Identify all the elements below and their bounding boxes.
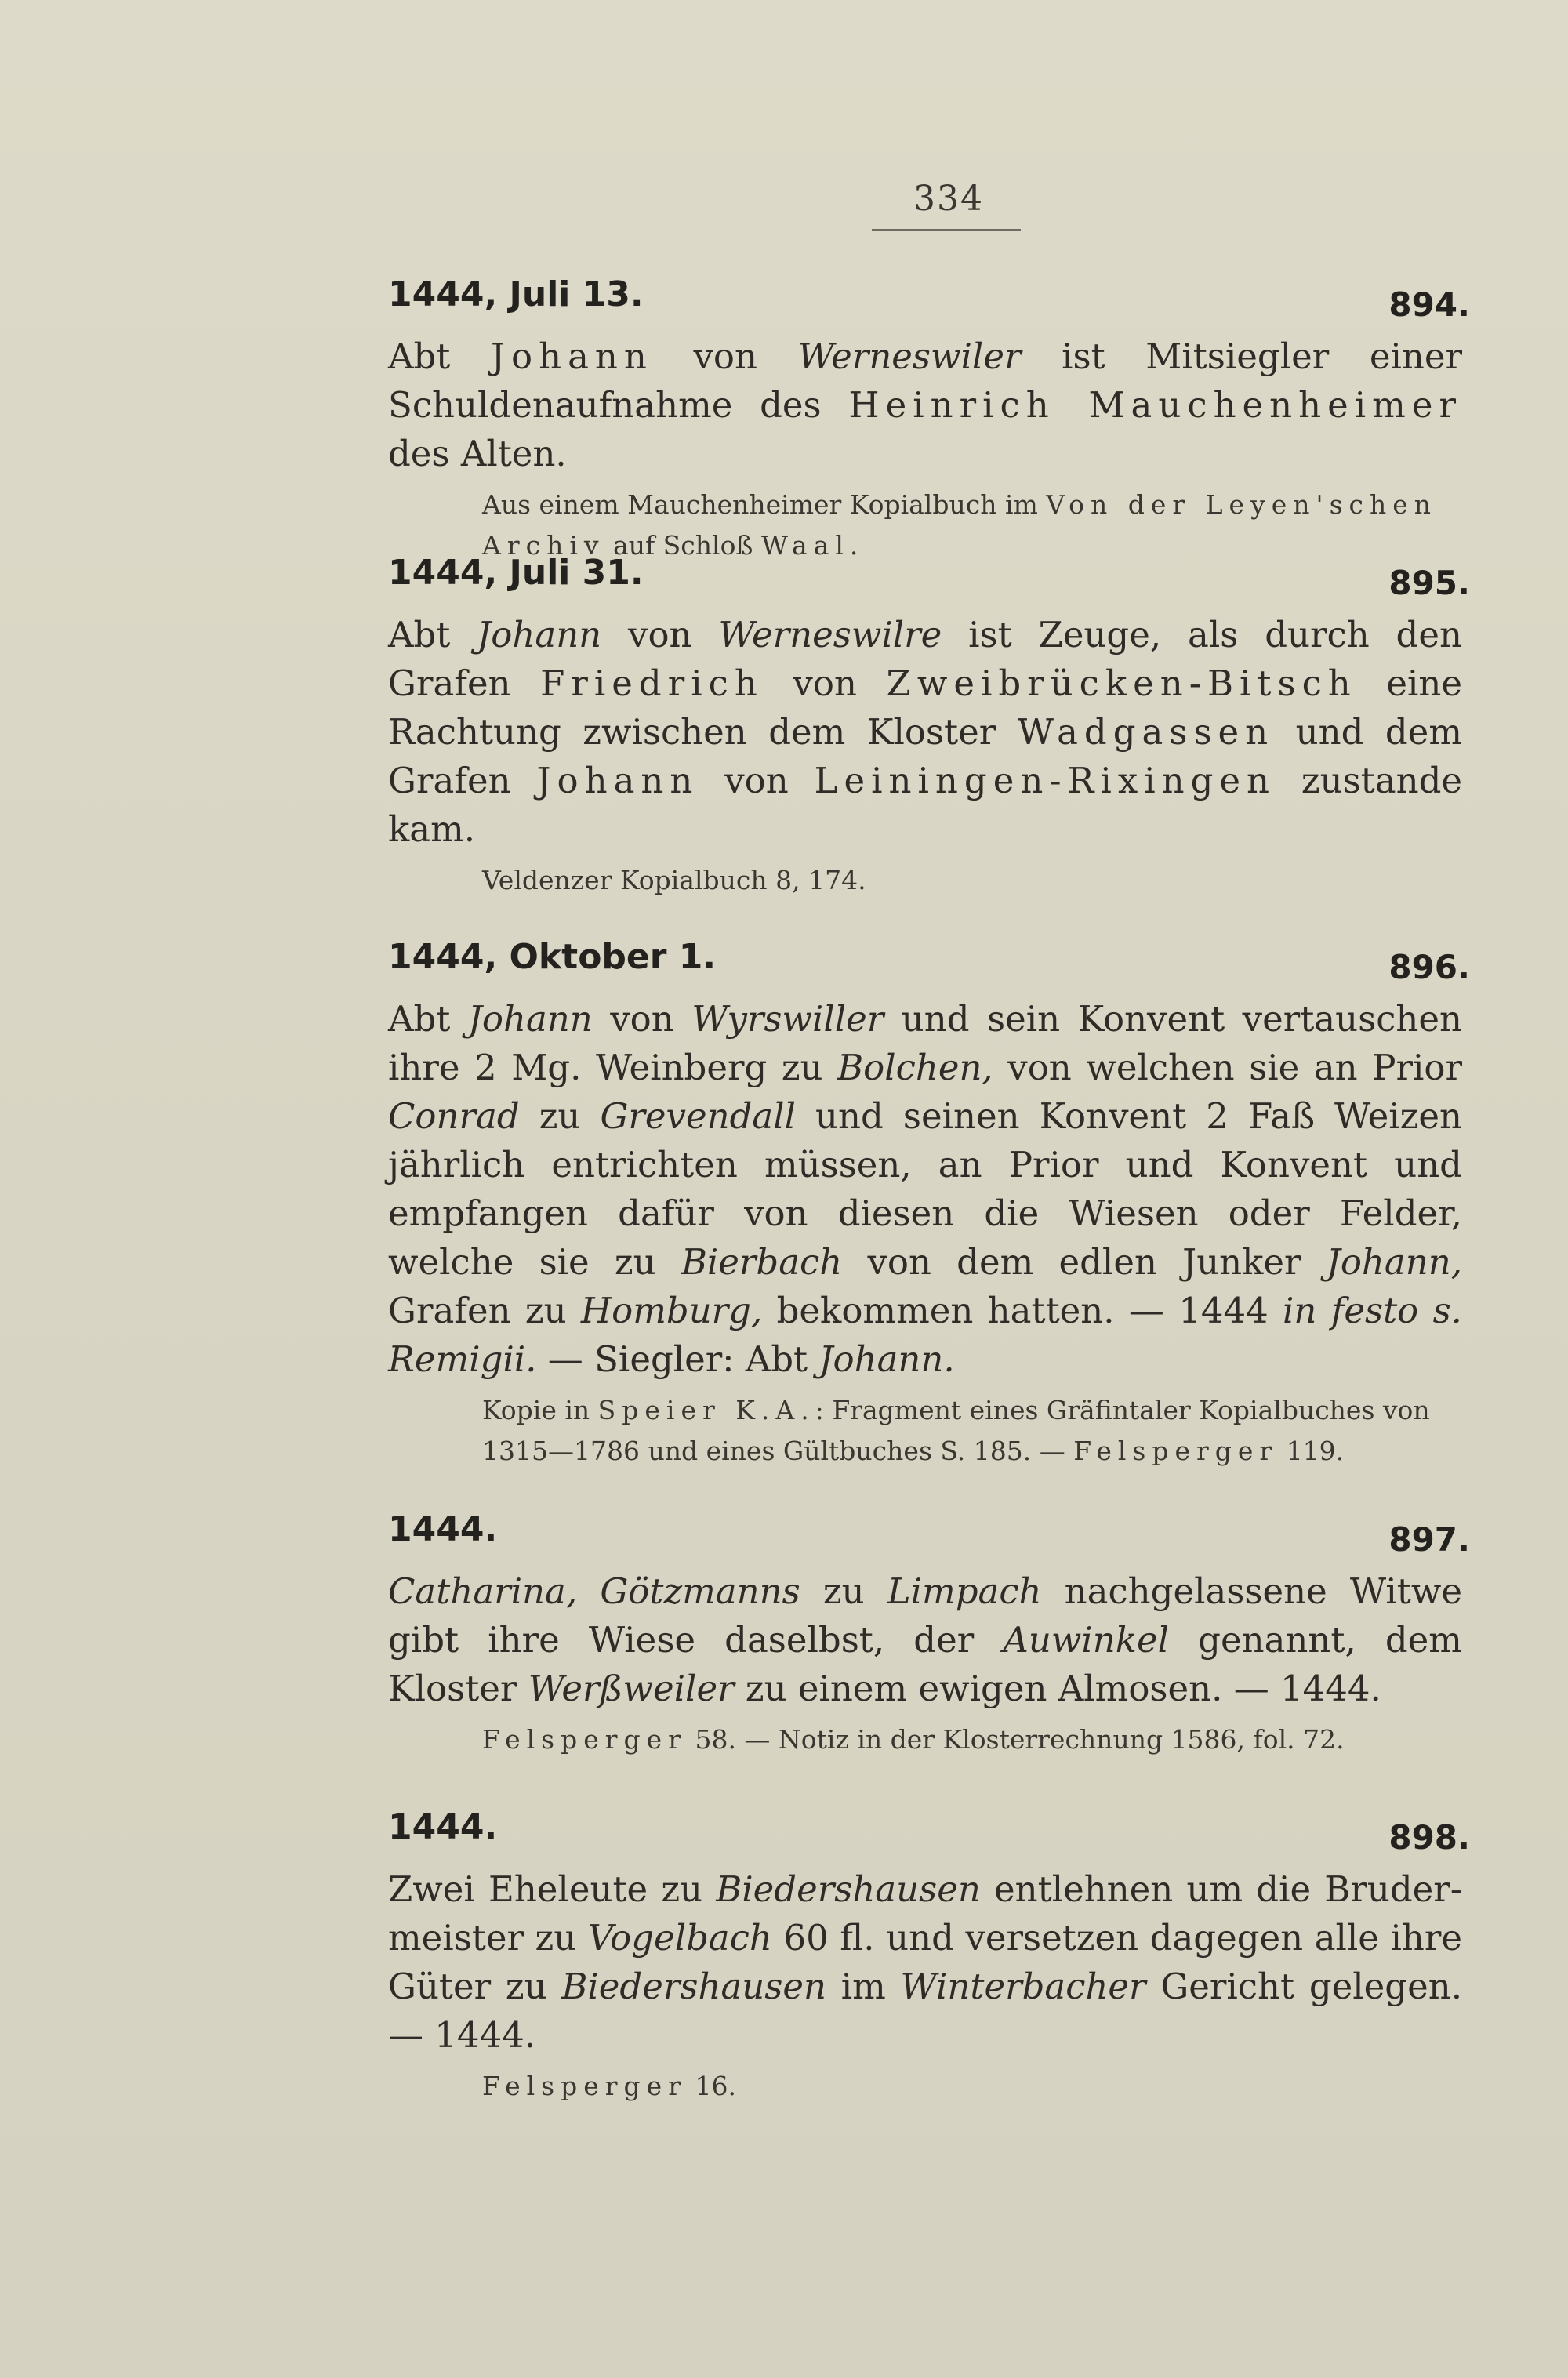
entry-source: Felsperger 16.	[482, 2071, 736, 2101]
entry-source: Kopie in Speier K.A.: Fragment eines Gräfintaler Kopialbuches von 1315—1786 und eines Gültbuches S. 185. — Felsperger 119.	[482, 1395, 1430, 1466]
entry-date: 1444.	[388, 1807, 498, 1847]
entry-text: Catharina, Götzmanns zu Limpach nachgelassene Witwe gibt ihre Wiese daselbst, der Auwinkel genannt, dem Kloster Werßweiler zu einem ewigen Almosen. — 1444.	[388, 1570, 1462, 1709]
entry-896	[388, 937, 1470, 1472]
entry-text: Zwei Eheleute zu Biedershausen entlehnen um die Brudermeister zu Vogelbach 60 fl. und versetzen dagegen alle ihre Güter zu Biedershausen im Winterbacher Gericht gelegen. — 1444.	[388, 1868, 1462, 2056]
entry-source: Veldenzer Kopialbuch 8, 174.	[482, 865, 866, 895]
entry-894	[388, 274, 1470, 566]
entry-text: Abt Johann von Werneswilre ist Zeuge, als durch den Grafen Friedrich von Zweibrücken-Bitsch eine Rachtung zwischen dem Kloster Wadgassen und dem Grafen Johann von Leiningen-Rixingen zustande kam.	[388, 614, 1463, 850]
entry-date: 1444, Oktober 1.	[388, 937, 717, 977]
entry-source: Felsperger 58. — Notiz in der Klosterrechnung 1586, fol. 72.	[482, 1724, 1345, 1755]
entry-number: 894.	[1388, 285, 1470, 324]
entry-898	[388, 1807, 1470, 2107]
entry-date: 1444, Juli 13.	[388, 274, 644, 314]
entry-897	[388, 1509, 1470, 1760]
entry-heading	[388, 1807, 1470, 1862]
entry-heading	[388, 274, 1470, 329]
entry-895	[388, 553, 1470, 901]
entry-text: Abt Johann von Wyrswiller und sein Konvent vertauschen ihre 2 Mg. Weinberg zu Bolchen, von welchen sie an Prior Conrad zu Grevendall und seinen Konvent 2 Faß Weizen jährlich entrichten müssen, an Prior und Konvent und empfangen dafür von diesen die Wiesen oder Felder, welche sie zu Bierbach von dem edlen Junker Johann, Grafen zu Homburg, bekommen hatten. — 1444 in festo s. Remigii. — Siegler: Abt Johann.	[388, 998, 1463, 1380]
entry-number: 898.	[1388, 1818, 1470, 1857]
entry-date: 1444.	[388, 1509, 498, 1549]
entry-number: 896.	[1388, 948, 1470, 986]
entry-heading	[388, 1509, 1470, 1564]
entry-number: 897.	[1388, 1520, 1470, 1559]
entry-heading	[388, 937, 1470, 992]
page-number-rule	[872, 229, 1021, 231]
entry-date: 1444, Juli 31.	[388, 553, 644, 593]
entry-source: Aus einem Mauchenheimer Kopialbuch im Von der Leyen'schen Archiv auf Schloß Waal.	[482, 489, 1438, 561]
entry-text: Abt Johann von Werneswiler ist Mitsiegler einer Schuldenaufnahme des Heinrich Mauchenheimer des Alten.	[388, 336, 1462, 474]
entry-heading	[388, 553, 1470, 608]
page-number: 334	[913, 179, 984, 219]
entry-number: 895.	[1388, 564, 1470, 602]
